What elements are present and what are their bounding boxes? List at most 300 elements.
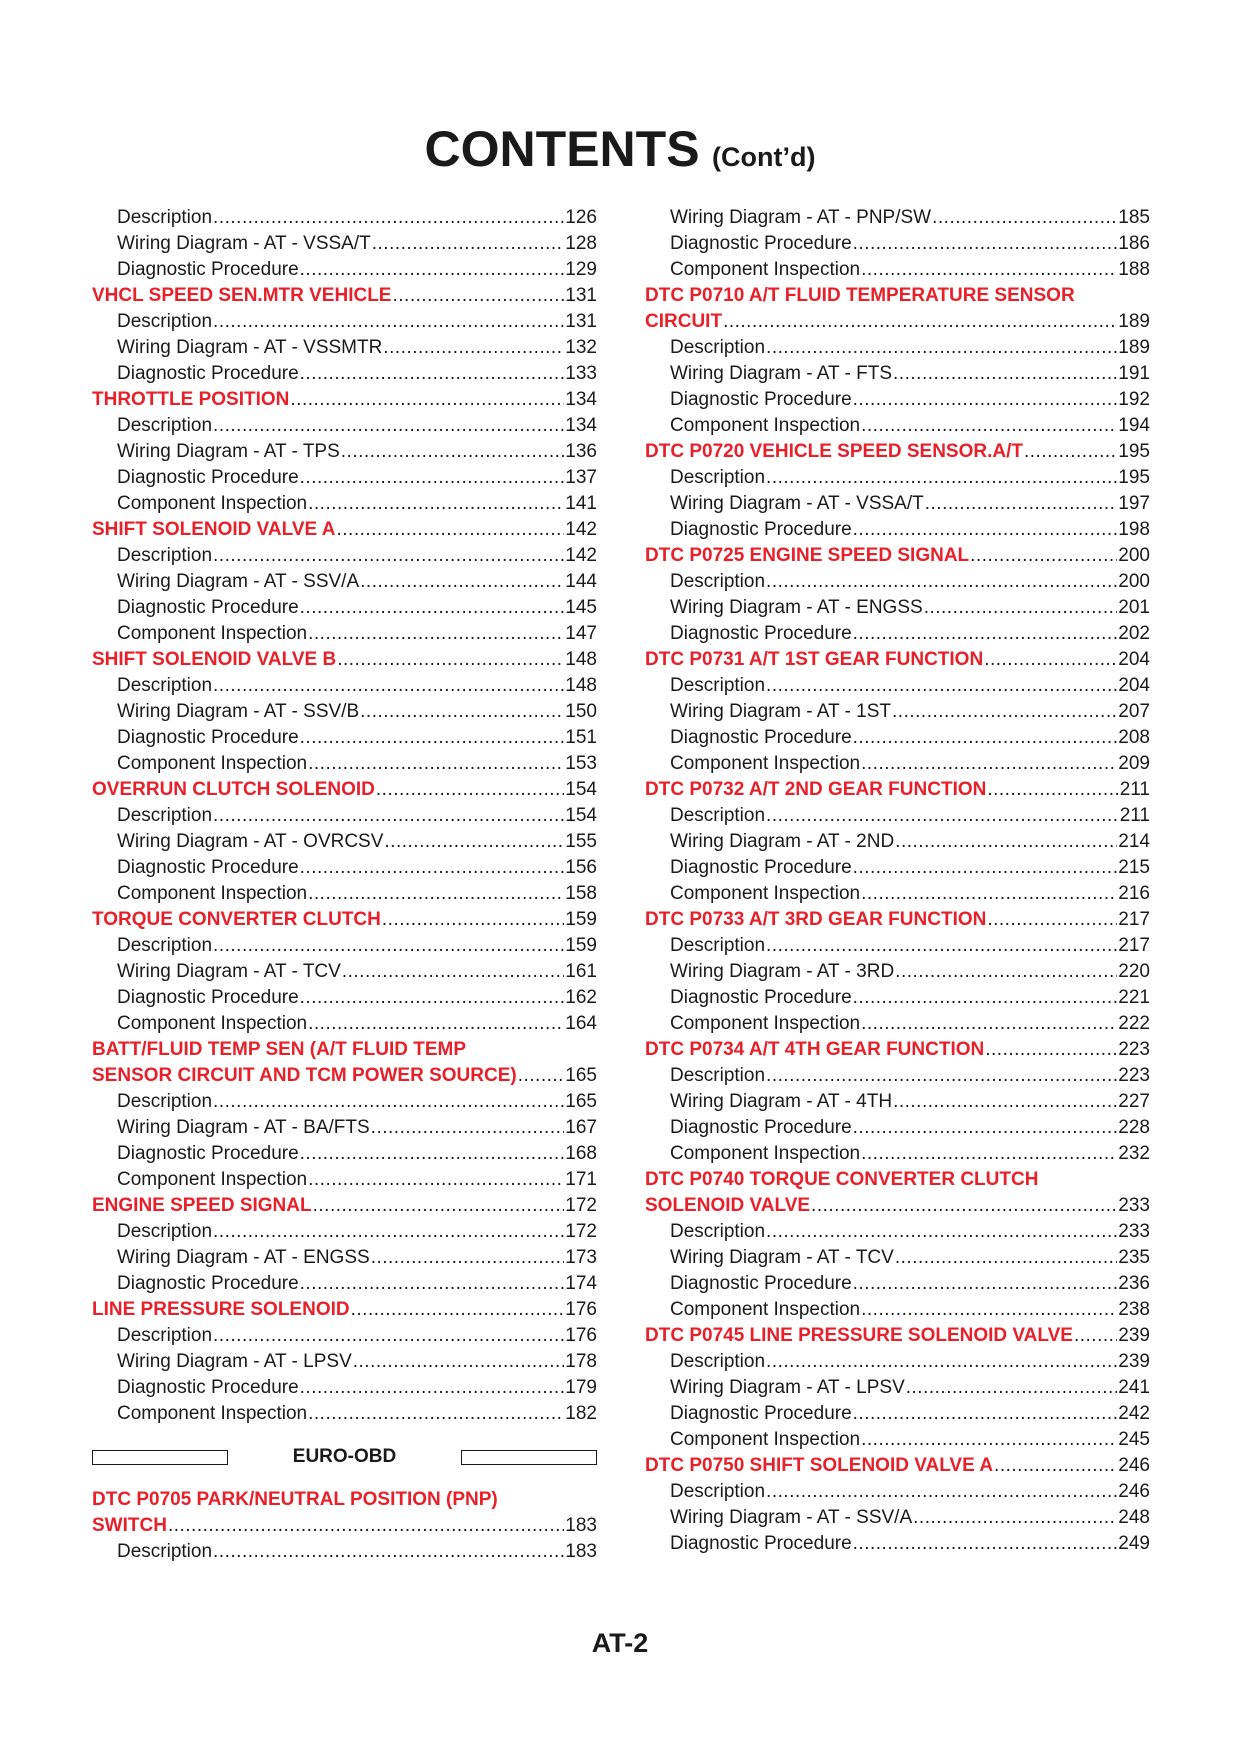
toc-entry-label: Wiring Diagram - AT - PNP/SW [670,207,932,228]
toc-subentry[interactable] [92,985,597,1011]
toc-subentry[interactable] [645,933,1150,959]
toc-leader-dots [372,231,565,257]
toc-entry-label: Description [117,935,213,956]
toc-entry-label: DTC P0740 TORQUE CONVERTER CLUTCH [645,1169,1039,1190]
toc-page-number: 142 [565,519,597,540]
toc-subentry[interactable] [645,1271,1150,1297]
toc-page-number: 241 [1118,1377,1150,1398]
toc-leader-dots [853,985,1118,1011]
toc-page-number: 161 [565,961,597,982]
toc-leader-dots [1024,439,1117,465]
toc-page-number: 165 [565,1091,597,1112]
toc-subentry[interactable] [645,1375,1150,1401]
toc-subentry[interactable] [645,1427,1150,1453]
toc-list-left [92,205,597,1427]
toc-subentry[interactable] [92,881,597,907]
toc-page-number: 159 [565,935,597,956]
toc-subentry[interactable] [92,1323,597,1349]
toc-entry-label: OVERRUN CLUTCH SOLENOID [92,779,375,800]
toc-section-entry[interactable] [645,777,1150,803]
toc-section-entry[interactable] [645,1167,1150,1193]
toc-subentry[interactable] [645,465,1150,491]
toc-page-number: 185 [1118,207,1150,228]
toc-page-number: 178 [565,1351,597,1372]
toc-leader-dots [300,985,565,1011]
toc-section-entry[interactable] [92,1063,597,1089]
toc-subentry[interactable] [645,1089,1150,1115]
toc-subentry[interactable] [645,621,1150,647]
toc-leader-dots [853,387,1118,413]
toc-entry-label: Diagnostic Procedure [670,1273,852,1294]
toc-leader-dots [853,621,1118,647]
toc-leader-dots [766,1349,1117,1375]
toc-subentry[interactable] [645,257,1150,283]
toc-leader-dots [861,751,1117,777]
toc-entry-label: Wiring Diagram - AT - 1ST [670,701,892,722]
toc-subentry[interactable] [92,1089,597,1115]
toc-subentry[interactable] [92,257,597,283]
toc-section-entry[interactable] [645,309,1150,335]
toc-leader-dots [300,1375,565,1401]
toc-entry-label: THROTTLE POSITION [92,389,290,410]
toc-page-number: 133 [565,363,597,384]
toc-entry-label: Description [670,805,766,826]
toc-subentry[interactable] [645,205,1150,231]
toc-page-number: 236 [1118,1273,1150,1294]
toc-page-number: 200 [1118,545,1150,566]
toc-entry-label: Component Inspection [670,1299,861,1320]
toc-leader-dots [766,673,1117,699]
euro-obd-divider [92,1427,597,1487]
toc-page-number: 200 [1118,571,1150,592]
toc-subentry[interactable] [645,1011,1150,1037]
toc-leader-dots [906,1375,1118,1401]
toc-subentry[interactable] [645,985,1150,1011]
toc-subentry[interactable] [92,1141,597,1167]
toc-subentry[interactable] [92,751,597,777]
toc-leader-dots [376,777,564,803]
toc-entry-label: Component Inspection [117,1169,308,1190]
toc-page-number: 126 [565,207,597,228]
toc-page-number: 151 [565,727,597,748]
toc-section-entry[interactable] [645,543,1150,569]
toc-leader-dots [308,881,564,907]
toc-entry-label: Component Inspection [670,1143,861,1164]
toc-page-number: 188 [1118,259,1150,280]
toc-leader-dots [168,1513,564,1539]
toc-entry-label: Component Inspection [670,753,861,774]
toc-subentry[interactable] [92,725,597,751]
toc-subentry[interactable] [92,621,597,647]
toc-page-number: 159 [565,909,597,930]
toc-entry-label: ENGINE SPEED SIGNAL [92,1195,312,1216]
toc-subentry[interactable] [645,1349,1150,1375]
toc-subentry[interactable] [645,491,1150,517]
toc-leader-dots [925,491,1118,517]
toc-leader-dots [308,1011,564,1037]
toc-subentry[interactable] [645,1115,1150,1141]
toc-entry-label: Description [670,467,766,488]
toc-section-entry[interactable] [92,1487,597,1513]
toc-leader-dots [213,933,564,959]
toc-page-number: 183 [565,1515,597,1536]
toc-entry-label: Description [117,207,213,228]
toc-leader-dots [766,803,1119,829]
toc-leader-dots [984,647,1117,673]
toc-subentry[interactable] [92,1115,597,1141]
toc-page-number: 176 [565,1325,597,1346]
toc-subentry[interactable] [645,881,1150,907]
toc-section-entry[interactable] [92,387,597,413]
toc-entry-label: Wiring Diagram - AT - BA/FTS [117,1117,370,1138]
toc-entry-label: Diagnostic Procedure [670,623,852,644]
toc-page-number: 238 [1118,1299,1150,1320]
toc-page-number: 195 [1118,467,1150,488]
toc-section-entry[interactable] [645,1453,1150,1479]
toc-entry-label: Description [117,675,213,696]
toc-leader-dots [300,257,565,283]
toc-entry-label: Component Inspection [670,1013,861,1034]
toc-page-number: 148 [565,649,597,670]
toc-subentry[interactable] [92,1401,597,1427]
toc-list-left-euro [92,1487,597,1565]
toc-leader-dots [861,1297,1117,1323]
toc-leader-dots [924,595,1118,621]
toc-subentry[interactable] [92,829,597,855]
toc-page-number: 246 [1118,1455,1150,1476]
toc-subentry[interactable] [645,751,1150,777]
toc-entry-label: Component Inspection [670,1429,861,1450]
toc-section-entry[interactable] [92,1037,597,1063]
toc-entry-label: TORQUE CONVERTER CLUTCH [92,909,381,930]
toc-subentry[interactable] [92,465,597,491]
toc-subentry[interactable] [92,1349,597,1375]
toc-page-number: 155 [565,831,597,852]
toc-subentry[interactable] [645,829,1150,855]
toc-subentry[interactable] [92,491,597,517]
toc-section-entry[interactable] [645,1193,1150,1219]
toc-page-number: 186 [1118,233,1150,254]
toc-subentry[interactable] [645,569,1150,595]
toc-entry-label: Diagnostic Procedure [117,727,299,748]
toc-subentry[interactable] [645,1401,1150,1427]
toc-subentry[interactable] [645,673,1150,699]
toc-subentry[interactable] [645,413,1150,439]
toc-section-entry[interactable] [92,1297,597,1323]
toc-leader-dots [213,543,564,569]
toc-page-number: 232 [1118,1143,1150,1164]
toc-entry-label: Wiring Diagram - AT - SSV/A [117,571,360,592]
toc-leader-dots [853,1271,1118,1297]
toc-page-number: 144 [565,571,597,592]
toc-entry-label: Wiring Diagram - AT - VSSA/T [117,233,371,254]
toc-entry-label: DTC P0750 SHIFT SOLENOID VALVE A [645,1455,994,1476]
toc-entry-label: Diagnostic Procedure [670,987,852,1008]
toc-page-number: 173 [565,1247,597,1268]
toc-entry-label: Description [670,935,766,956]
toc-entry-label: SHIFT SOLENOID VALVE A [92,519,336,540]
toc-entry-label: Wiring Diagram - AT - TPS [117,441,340,462]
toc-subentry[interactable] [645,231,1150,257]
toc-entry-label: Description [670,675,766,696]
toc-entry-label: Component Inspection [117,493,308,514]
toc-section-entry[interactable] [645,647,1150,673]
toc-page-number: 158 [565,883,597,904]
toc-leader-dots [300,361,565,387]
toc-subentry[interactable] [645,1141,1150,1167]
toc-leader-dots [308,491,564,517]
toc-entry-label: Diagnostic Procedure [117,1377,299,1398]
toc-entry-label: Component Inspection [117,753,308,774]
toc-entry-label: Description [670,337,766,358]
toc-page-number: 207 [1118,701,1150,722]
toc-page-number: 131 [565,285,597,306]
toc-entry-label: CIRCUIT [645,311,723,332]
toc-section-entry[interactable] [92,1193,597,1219]
toc-subentry[interactable] [92,413,597,439]
toc-entry-label: Wiring Diagram - AT - FTS [670,363,893,384]
toc-leader-dots [893,361,1117,387]
toc-page-number: 189 [1118,337,1150,358]
toc-leader-dots [895,1245,1117,1271]
toc-leader-dots [970,543,1117,569]
toc-subentry[interactable] [92,205,597,231]
toc-section-entry[interactable] [92,283,597,309]
toc-entry-label: VHCL SPEED SEN.MTR VEHICLE [92,285,392,306]
toc-subentry[interactable] [645,517,1150,543]
toc-entry-label: Diagnostic Procedure [117,259,299,280]
toc-entry-label: Description [670,571,766,592]
toc-subentry[interactable] [92,1375,597,1401]
toc-subentry[interactable] [92,673,597,699]
toc-entry-label: Description [117,545,213,566]
toc-entry-label: Diagnostic Procedure [670,233,852,254]
toc-entry-label: DTC P0710 A/T FLUID TEMPERATURE SENSOR [645,285,1075,306]
toc-entry-label: Wiring Diagram - AT - 3RD [670,961,895,982]
toc-entry-label: Diagnostic Procedure [670,857,852,878]
toc-page-number: 223 [1118,1039,1150,1060]
toc-section-entry[interactable] [645,1323,1150,1349]
toc-subentry[interactable] [92,803,597,829]
toc-subentry[interactable] [645,1219,1150,1245]
title-subtitle: (Cont’d) [712,142,816,172]
toc-entry-label: Description [670,1065,766,1086]
toc-page-number: 172 [565,1221,597,1242]
toc-entry-label: DTC P0731 A/T 1ST GEAR FUNCTION [645,649,984,670]
toc-section-entry[interactable] [92,647,597,673]
toc-subentry[interactable] [645,803,1150,829]
toc-page-number: 228 [1118,1117,1150,1138]
toc-entry-label: Wiring Diagram - AT - ENGSS [117,1247,370,1268]
toc-subentry[interactable] [92,855,597,881]
toc-page-number: 191 [1118,363,1150,384]
toc-entry-label: Component Inspection [117,623,308,644]
toc-section-entry[interactable] [645,439,1150,465]
toc-leader-dots [371,1245,565,1271]
toc-page-number: 137 [565,467,597,488]
toc-leader-dots [766,335,1117,361]
toc-entry-label: DTC P0734 A/T 4TH GEAR FUNCTION [645,1039,985,1060]
toc-section-entry[interactable] [92,1513,597,1539]
toc-page-number: 150 [565,701,597,722]
toc-entry-label: Wiring Diagram - AT - LPSV [117,1351,352,1372]
toc-subentry[interactable] [92,439,597,465]
toc-subentry[interactable] [645,595,1150,621]
toc-subentry[interactable] [645,361,1150,387]
toc-page-number: 223 [1118,1065,1150,1086]
toc-leader-dots [766,465,1117,491]
toc-page-number: 154 [565,779,597,800]
toc-leader-dots [861,1141,1117,1167]
toc-leader-dots [300,1271,565,1297]
toc-section-entry[interactable] [645,283,1150,309]
toc-page-number: 154 [565,805,597,826]
toc-leader-dots [893,1089,1117,1115]
page-number: AT-2 [591,1628,649,1658]
toc-page-number: 246 [1118,1481,1150,1502]
toc-leader-dots [861,1427,1117,1453]
toc-page-number: 239 [1118,1351,1150,1372]
toc-page-number: 171 [565,1169,597,1190]
toc-page-number: 134 [565,389,597,410]
toc-subentry[interactable] [92,335,597,361]
toc-subentry[interactable] [645,1063,1150,1089]
toc-leader-dots [213,1219,564,1245]
toc-subentry[interactable] [92,361,597,387]
toc-subentry[interactable] [92,543,597,569]
toc-subentry[interactable] [92,595,597,621]
toc-leader-dots [213,673,564,699]
toc-entry-label: Description [117,1091,213,1112]
toc-entry-label: Component Inspection [670,883,861,904]
toc-subentry[interactable] [92,1011,597,1037]
toc-subentry[interactable] [645,1245,1150,1271]
toc-subentry[interactable] [645,855,1150,881]
toc-section-entry[interactable] [92,777,597,803]
toc-page-number: 183 [565,1541,597,1562]
toc-section-entry[interactable] [645,907,1150,933]
toc-leader-dots [213,803,564,829]
toc-subentry[interactable] [645,699,1150,725]
page-title [0,120,1240,178]
toc-subentry[interactable] [92,699,597,725]
toc-subentry[interactable] [92,231,597,257]
toc-page-number: 249 [1118,1533,1150,1554]
toc-subentry[interactable] [92,569,597,595]
toc-page-number: 141 [565,493,597,514]
toc-page-number: 220 [1118,961,1150,982]
toc-entry-label: SHIFT SOLENOID VALVE B [92,649,337,670]
toc-leader-dots [300,725,565,751]
toc-subentry[interactable] [645,959,1150,985]
toc-page-number: 172 [565,1195,597,1216]
toc-page-number: 239 [1118,1325,1150,1346]
toc-leader-dots [371,1115,565,1141]
toc-leader-dots [766,1219,1117,1245]
toc-leader-dots [341,439,565,465]
toc-leader-dots [290,387,564,413]
toc-page-number: 202 [1118,623,1150,644]
toc-page-number: 211 [1119,779,1150,800]
toc-page-number: 194 [1118,415,1150,436]
toc-subentry[interactable] [645,1505,1150,1531]
toc-leader-dots [766,1479,1117,1505]
toc-leader-dots [985,1037,1117,1063]
toc-subentry[interactable] [92,309,597,335]
toc-entry-label: Description [117,415,213,436]
toc-entry-label: Wiring Diagram - AT - ENGSS [670,597,923,618]
toc-page-number: 167 [565,1117,597,1138]
toc-page-number: 192 [1118,389,1150,410]
toc-entry-label: Diagnostic Procedure [117,597,299,618]
toc-page-number: 145 [565,597,597,618]
toc-subentry[interactable] [92,1271,597,1297]
toc-page-number: 235 [1118,1247,1150,1268]
toc-subentry[interactable] [92,1219,597,1245]
toc-leader-dots [853,855,1118,881]
toc-entry-label: DTC P0732 A/T 2ND GEAR FUNCTION [645,779,987,800]
toc-leader-dots [853,1115,1118,1141]
toc-page-number: 164 [565,1013,597,1034]
toc-subentry[interactable] [92,1245,597,1271]
toc-entry-label: Diagnostic Procedure [117,467,299,488]
toc-subentry[interactable] [92,1539,597,1565]
toc-entry-label: Component Inspection [117,1013,308,1034]
toc-leader-dots [1074,1323,1117,1349]
toc-entry-label: Wiring Diagram - AT - TCV [670,1247,894,1268]
toc-entry-label: Wiring Diagram - AT - 2ND [670,831,895,852]
toc-leader-dots [994,1453,1117,1479]
toc-page-number: 195 [1118,441,1150,462]
toc-subentry[interactable] [645,1479,1150,1505]
toc-section-entry[interactable] [92,517,597,543]
toc-leader-dots [853,725,1118,751]
toc-subentry[interactable] [645,725,1150,751]
toc-entry-label: Diagnostic Procedure [117,987,299,1008]
toc-entry-label: Component Inspection [670,259,861,280]
toc-page-number: 204 [1118,649,1150,670]
toc-subentry[interactable] [92,959,597,985]
toc-page-number: 189 [1118,311,1150,332]
toc-entry-label: SWITCH [92,1515,167,1536]
toc-subentry[interactable] [645,1297,1150,1323]
toc-page-number: 233 [1118,1221,1150,1242]
toc-page-number: 248 [1118,1507,1150,1528]
toc-page-number: 162 [565,987,597,1008]
toc-page-number: 242 [1118,1403,1150,1424]
toc-column-left [92,205,597,1565]
toc-page-number: 174 [565,1273,597,1294]
toc-section-entry[interactable] [92,907,597,933]
toc-leader-dots [861,413,1117,439]
toc-page-number: 179 [565,1377,597,1398]
toc-section-entry[interactable] [645,1037,1150,1063]
toc-page-number: 134 [565,415,597,436]
toc-entry-label: Component Inspection [117,1403,308,1424]
toc-entry-label: Diagnostic Procedure [670,1403,852,1424]
toc-subentry[interactable] [92,933,597,959]
toc-entry-label: Description [117,1541,213,1562]
toc-leader-dots [892,699,1117,725]
toc-subentry[interactable] [645,1531,1150,1557]
toc-leader-dots [313,1193,565,1219]
toc-leader-dots [308,621,564,647]
toc-leader-dots [895,829,1117,855]
toc-subentry[interactable] [645,335,1150,361]
toc-subentry[interactable] [645,387,1150,413]
toc-subentry[interactable] [92,1167,597,1193]
toc-entry-label: Description [670,1221,766,1242]
